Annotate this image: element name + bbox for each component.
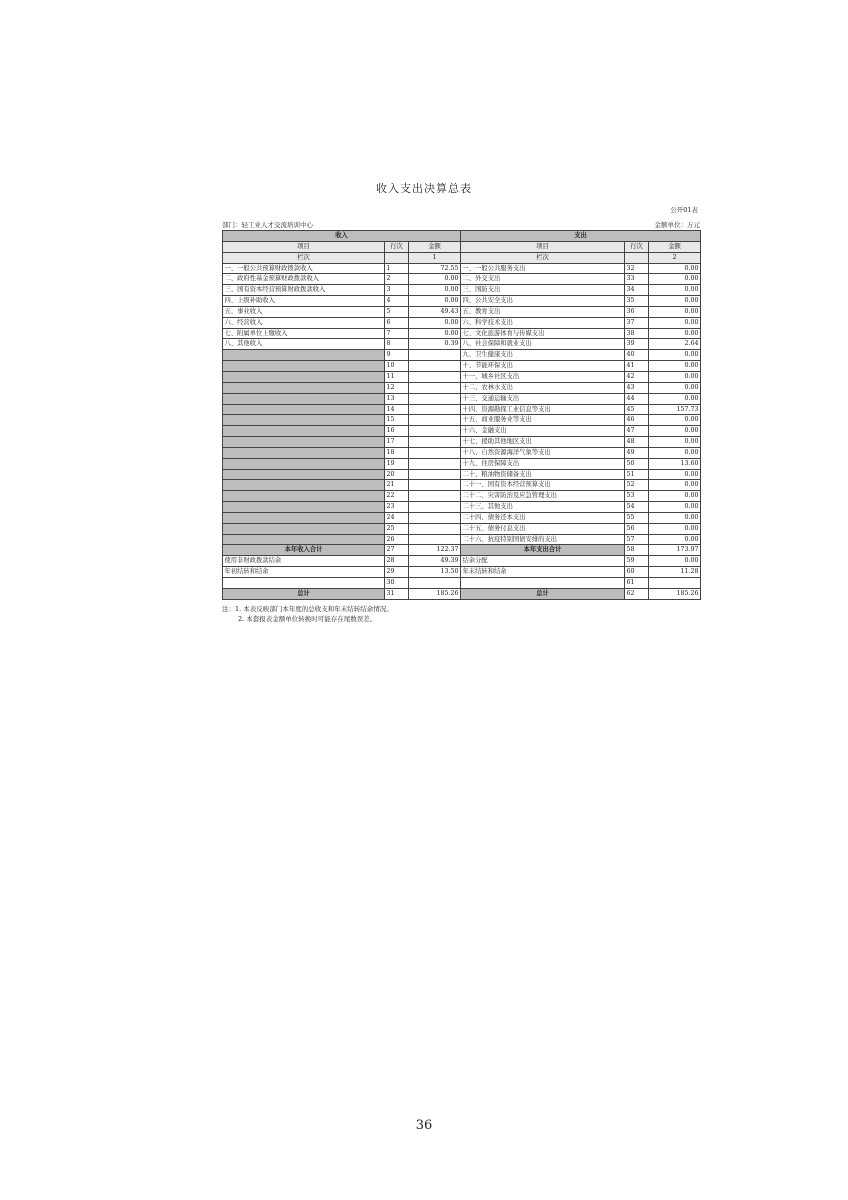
income-item-cell: 年初结转和结余 xyxy=(223,567,385,578)
expense-item-cell: 二、外交支出 xyxy=(461,274,625,285)
income-amount-cell: 122.37 xyxy=(409,545,461,556)
table-row xyxy=(223,469,701,480)
income-item-cell xyxy=(223,415,385,426)
expense-column-label: 栏次 xyxy=(461,252,625,263)
income-item-cell xyxy=(223,350,385,361)
income-amount-cell: 49.39 xyxy=(409,556,461,567)
expense-item-cell: 二十二、灾害防治及应急管理支出 xyxy=(461,491,625,502)
expense-line-cell: 46 xyxy=(625,415,649,426)
income-item-cell xyxy=(223,502,385,513)
expense-amount-cell: 0.00 xyxy=(649,296,701,307)
expense-amount-cell: 0.00 xyxy=(649,306,701,317)
expense-item-cell: 十五、商业服务业等支出 xyxy=(461,415,625,426)
income-section-header: 收入 xyxy=(223,231,461,242)
expense-item-cell: 本年支出合计 xyxy=(461,545,625,556)
income-item-cell xyxy=(223,404,385,415)
income-item-cell xyxy=(223,437,385,448)
expense-amount-cell: 0.00 xyxy=(649,274,701,285)
page-number: 36 xyxy=(415,1118,433,1133)
expense-item-cell: 十七、援助其他地区支出 xyxy=(461,437,625,448)
income-item-cell: 八、其他收入 xyxy=(223,339,385,350)
total-row xyxy=(223,588,701,599)
expense-line-cell: 33 xyxy=(625,274,649,285)
expense-item-cell: 五、教育支出 xyxy=(461,306,625,317)
expense-line-cell: 55 xyxy=(625,512,649,523)
income-line-cell: 25 xyxy=(385,523,409,534)
income-amount-cell: 0.00 xyxy=(409,328,461,339)
table-notes xyxy=(222,604,393,624)
income-item-cell: 四、上级补助收入 xyxy=(223,296,385,307)
income-amount-cell: 0.00 xyxy=(409,274,461,285)
table-row xyxy=(223,404,701,415)
expense-line-cell: 61 xyxy=(625,578,649,589)
income-item-cell xyxy=(223,458,385,469)
expense-line-cell: 47 xyxy=(625,426,649,437)
expense-item-cell: 总计 xyxy=(461,588,625,599)
expense-item-cell xyxy=(461,578,625,589)
income-amount-cell xyxy=(409,480,461,491)
income-amount-cell xyxy=(409,447,461,458)
expense-item-header: 项目 xyxy=(461,241,625,252)
expense-item-cell: 二十六、抗疫特别国债安排的支出 xyxy=(461,534,625,545)
expense-line-cell: 32 xyxy=(625,263,649,274)
expense-line-cell: 52 xyxy=(625,480,649,491)
expense-item-cell: 八、社会保障和就业支出 xyxy=(461,339,625,350)
income-amount-cell: 49.43 xyxy=(409,306,461,317)
income-line-cell: 5 xyxy=(385,306,409,317)
income-amount-cell xyxy=(409,415,461,426)
expense-line-cell: 60 xyxy=(625,567,649,578)
expense-amount-cell: 0.00 xyxy=(649,317,701,328)
income-amount-cell xyxy=(409,523,461,534)
expense-item-cell: 结余分配 xyxy=(461,556,625,567)
table-row xyxy=(223,306,701,317)
expense-line-cell: 56 xyxy=(625,523,649,534)
income-amount-cell xyxy=(409,426,461,437)
income-amount-cell: 0.39 xyxy=(409,339,461,350)
income-line-cell: 30 xyxy=(385,578,409,589)
income-item-cell xyxy=(223,469,385,480)
income-item-cell: 六、经营收入 xyxy=(223,317,385,328)
expense-amount-cell: 0.00 xyxy=(649,285,701,296)
table-row xyxy=(223,361,701,372)
income-column-number: 1 xyxy=(409,252,461,263)
expense-item-cell: 四、公共安全支出 xyxy=(461,296,625,307)
expense-line-cell: 45 xyxy=(625,404,649,415)
income-line-cell: 10 xyxy=(385,361,409,372)
income-amount-cell: 0.00 xyxy=(409,296,461,307)
table-row xyxy=(223,502,701,513)
income-line-cell: 13 xyxy=(385,393,409,404)
income-line-cell: 24 xyxy=(385,512,409,523)
income-line-header: 行次 xyxy=(385,241,409,252)
expense-line-cell: 54 xyxy=(625,502,649,513)
column-header-row xyxy=(223,241,701,252)
expense-amount-cell: 0.00 xyxy=(649,328,701,339)
income-line-cell: 16 xyxy=(385,426,409,437)
expense-line-cell: 42 xyxy=(625,371,649,382)
expense-line-cell: 58 xyxy=(625,545,649,556)
column-index-row xyxy=(223,252,701,263)
expense-amount-cell: 173.97 xyxy=(649,545,701,556)
table-row xyxy=(223,567,701,578)
income-line-cell: 15 xyxy=(385,415,409,426)
income-item-cell xyxy=(223,447,385,458)
expense-line-cell: 53 xyxy=(625,491,649,502)
table-row xyxy=(223,578,701,589)
expense-item-cell: 二十、粮油物资储备支出 xyxy=(461,469,625,480)
income-line-cell: 6 xyxy=(385,317,409,328)
table-row xyxy=(223,447,701,458)
expense-amount-cell: 0.00 xyxy=(649,447,701,458)
expense-item-cell: 二十三、其他支出 xyxy=(461,502,625,513)
expense-item-cell: 十、节能环保支出 xyxy=(461,361,625,372)
table-row xyxy=(223,296,701,307)
table-row xyxy=(223,317,701,328)
table-row xyxy=(223,339,701,350)
unit-label: 金额单位：万元 xyxy=(654,221,700,229)
income-item-cell: 二、政府性基金预算财政拨款收入 xyxy=(223,274,385,285)
income-line-cell: 9 xyxy=(385,350,409,361)
expense-item-cell: 二十一、国有资本经营预算支出 xyxy=(461,480,625,491)
expense-line-cell: 50 xyxy=(625,458,649,469)
note-1: 注：1. 本表反映部门本年度的总收支和年末结转结余情况。 xyxy=(222,605,393,613)
income-amount-cell xyxy=(409,382,461,393)
income-line-cell: 17 xyxy=(385,437,409,448)
income-amount-cell: 0.00 xyxy=(409,285,461,296)
expense-item-cell: 十四、资源勘探工业信息等支出 xyxy=(461,404,625,415)
department-label: 部门：轻工业人才交流培训中心 xyxy=(222,221,313,229)
table-row xyxy=(223,458,701,469)
expense-item-cell: 十八、自然资源海洋气象等支出 xyxy=(461,447,625,458)
expense-line-cell: 62 xyxy=(625,588,649,599)
expense-amount-cell: 0.00 xyxy=(649,415,701,426)
expense-amount-cell: 0.00 xyxy=(649,382,701,393)
income-amount-cell xyxy=(409,578,461,589)
expense-line-cell: 51 xyxy=(625,469,649,480)
expense-line-cell: 43 xyxy=(625,382,649,393)
table-row xyxy=(223,371,701,382)
expense-item-cell: 九、卫生健康支出 xyxy=(461,350,625,361)
expense-column-blank xyxy=(625,252,649,263)
income-line-cell: 28 xyxy=(385,556,409,567)
note-2: 2. 本套报表金额单位转换时可能存在尾数误差。 xyxy=(238,615,377,623)
income-column-blank xyxy=(385,252,409,263)
income-amount-cell xyxy=(409,404,461,415)
expense-amount-cell: 0.00 xyxy=(649,350,701,361)
expense-line-cell: 37 xyxy=(625,317,649,328)
table-row xyxy=(223,556,701,567)
income-line-cell: 3 xyxy=(385,285,409,296)
income-item-cell xyxy=(223,382,385,393)
income-line-cell: 1 xyxy=(385,263,409,274)
expense-line-header: 行次 xyxy=(625,241,649,252)
income-item-cell xyxy=(223,512,385,523)
expense-item-cell: 十一、城乡社区支出 xyxy=(461,371,625,382)
expense-line-cell: 59 xyxy=(625,556,649,567)
expense-amount-cell: 0.00 xyxy=(649,426,701,437)
income-item-cell xyxy=(223,578,385,589)
income-item-cell xyxy=(223,491,385,502)
expense-amount-cell: 0.00 xyxy=(649,534,701,545)
expense-amount-cell: 13.60 xyxy=(649,458,701,469)
income-item-cell xyxy=(223,393,385,404)
expense-amount-cell: 0.00 xyxy=(649,469,701,480)
expense-item-cell: 三、国防支出 xyxy=(461,285,625,296)
summary-table xyxy=(222,230,701,600)
expense-amount-cell: 0.00 xyxy=(649,393,701,404)
table-row xyxy=(223,382,701,393)
expense-line-cell: 41 xyxy=(625,361,649,372)
income-item-cell xyxy=(223,534,385,545)
table-row xyxy=(223,426,701,437)
table-title: 收入支出决算总表 xyxy=(376,182,472,195)
table-row xyxy=(223,274,701,285)
income-item-header: 项目 xyxy=(223,241,385,252)
income-line-cell: 29 xyxy=(385,567,409,578)
expense-amount-cell: 0.00 xyxy=(649,523,701,534)
expense-amount-header: 金额 xyxy=(649,241,701,252)
expense-amount-cell xyxy=(649,578,701,589)
expense-column-number: 2 xyxy=(649,252,701,263)
expense-amount-cell: 0.00 xyxy=(649,263,701,274)
table-row xyxy=(223,437,701,448)
expense-section-header: 支出 xyxy=(461,231,701,242)
income-amount-cell xyxy=(409,350,461,361)
income-item-cell xyxy=(223,361,385,372)
income-line-cell: 19 xyxy=(385,458,409,469)
expense-item-cell: 十九、住房保障支出 xyxy=(461,458,625,469)
expense-item-cell: 六、科学技术支出 xyxy=(461,317,625,328)
table-row xyxy=(223,285,701,296)
income-line-cell: 31 xyxy=(385,588,409,599)
income-item-cell: 五、事业收入 xyxy=(223,306,385,317)
income-item-cell xyxy=(223,480,385,491)
expense-amount-cell: 2.64 xyxy=(649,339,701,350)
income-line-cell: 14 xyxy=(385,404,409,415)
expense-amount-cell: 0.00 xyxy=(649,437,701,448)
income-line-cell: 21 xyxy=(385,480,409,491)
expense-line-cell: 38 xyxy=(625,328,649,339)
expense-amount-cell: 0.00 xyxy=(649,491,701,502)
income-amount-cell: 13.50 xyxy=(409,567,461,578)
income-amount-cell xyxy=(409,512,461,523)
expense-item-cell: 十六、金融支出 xyxy=(461,426,625,437)
income-amount-cell: 72.55 xyxy=(409,263,461,274)
income-item-cell: 本年收入合计 xyxy=(223,545,385,556)
expense-line-cell: 39 xyxy=(625,339,649,350)
income-amount-cell xyxy=(409,458,461,469)
table-row xyxy=(223,328,701,339)
income-line-cell: 23 xyxy=(385,502,409,513)
form-code: 公开01表 xyxy=(670,206,698,214)
expense-line-cell: 57 xyxy=(625,534,649,545)
income-item-cell: 三、国有资本经营预算财政拨款收入 xyxy=(223,285,385,296)
income-amount-cell xyxy=(409,393,461,404)
income-item-cell xyxy=(223,426,385,437)
expense-line-cell: 34 xyxy=(625,285,649,296)
expense-line-cell: 49 xyxy=(625,447,649,458)
income-amount-header: 金额 xyxy=(409,241,461,252)
table-row xyxy=(223,512,701,523)
income-amount-cell xyxy=(409,361,461,372)
income-line-cell: 22 xyxy=(385,491,409,502)
expense-item-cell: 二十五、债务付息支出 xyxy=(461,523,625,534)
expense-item-cell: 七、文化旅游体育与传媒支出 xyxy=(461,328,625,339)
income-item-cell: 一、一般公共预算财政拨款收入 xyxy=(223,263,385,274)
table-row xyxy=(223,415,701,426)
income-amount-cell: 185.26 xyxy=(409,588,461,599)
income-line-cell: 2 xyxy=(385,274,409,285)
income-line-cell: 7 xyxy=(385,328,409,339)
income-column-label: 栏次 xyxy=(223,252,385,263)
income-line-cell: 26 xyxy=(385,534,409,545)
table-row xyxy=(223,534,701,545)
income-item-cell: 七、附属单位上缴收入 xyxy=(223,328,385,339)
table-row xyxy=(223,393,701,404)
income-line-cell: 8 xyxy=(385,339,409,350)
expense-line-cell: 40 xyxy=(625,350,649,361)
section-header-row xyxy=(223,231,701,242)
subtotal-row xyxy=(223,545,701,556)
expense-amount-cell: 0.00 xyxy=(649,556,701,567)
expense-line-cell: 44 xyxy=(625,393,649,404)
income-line-cell: 11 xyxy=(385,371,409,382)
expense-item-cell: 一、一般公共服务支出 xyxy=(461,263,625,274)
income-amount-cell xyxy=(409,469,461,480)
income-amount-cell xyxy=(409,502,461,513)
expense-line-cell: 35 xyxy=(625,296,649,307)
income-line-cell: 12 xyxy=(385,382,409,393)
income-amount-cell xyxy=(409,491,461,502)
expense-amount-cell: 0.00 xyxy=(649,371,701,382)
expense-amount-cell: 0.00 xyxy=(649,502,701,513)
expense-amount-cell: 0.00 xyxy=(649,361,701,372)
summary-table-body xyxy=(223,231,701,600)
expense-item-cell: 二十四、债务还本支出 xyxy=(461,512,625,523)
expense-item-cell: 十二、农林水支出 xyxy=(461,382,625,393)
income-line-cell: 27 xyxy=(385,545,409,556)
income-item-cell: 使用非财政拨款结余 xyxy=(223,556,385,567)
income-item-cell: 总计 xyxy=(223,588,385,599)
expense-line-cell: 36 xyxy=(625,306,649,317)
income-item-cell xyxy=(223,523,385,534)
expense-line-cell: 48 xyxy=(625,437,649,448)
income-amount-cell xyxy=(409,371,461,382)
expense-amount-cell: 185.26 xyxy=(649,588,701,599)
expense-item-cell: 年末结转和结余 xyxy=(461,567,625,578)
income-line-cell: 18 xyxy=(385,447,409,458)
income-amount-cell xyxy=(409,437,461,448)
income-amount-cell xyxy=(409,534,461,545)
expense-amount-cell: 11.28 xyxy=(649,567,701,578)
income-line-cell: 20 xyxy=(385,469,409,480)
income-item-cell xyxy=(223,371,385,382)
income-amount-cell: 0.00 xyxy=(409,317,461,328)
expense-amount-cell: 0.00 xyxy=(649,480,701,491)
income-line-cell: 4 xyxy=(385,296,409,307)
table-row xyxy=(223,491,701,502)
table-row xyxy=(223,480,701,491)
expense-amount-cell: 0.00 xyxy=(649,512,701,523)
table-row xyxy=(223,350,701,361)
expense-item-cell: 十三、交通运输支出 xyxy=(461,393,625,404)
expense-amount-cell: 157.73 xyxy=(649,404,701,415)
table-row xyxy=(223,523,701,534)
table-row xyxy=(223,263,701,274)
